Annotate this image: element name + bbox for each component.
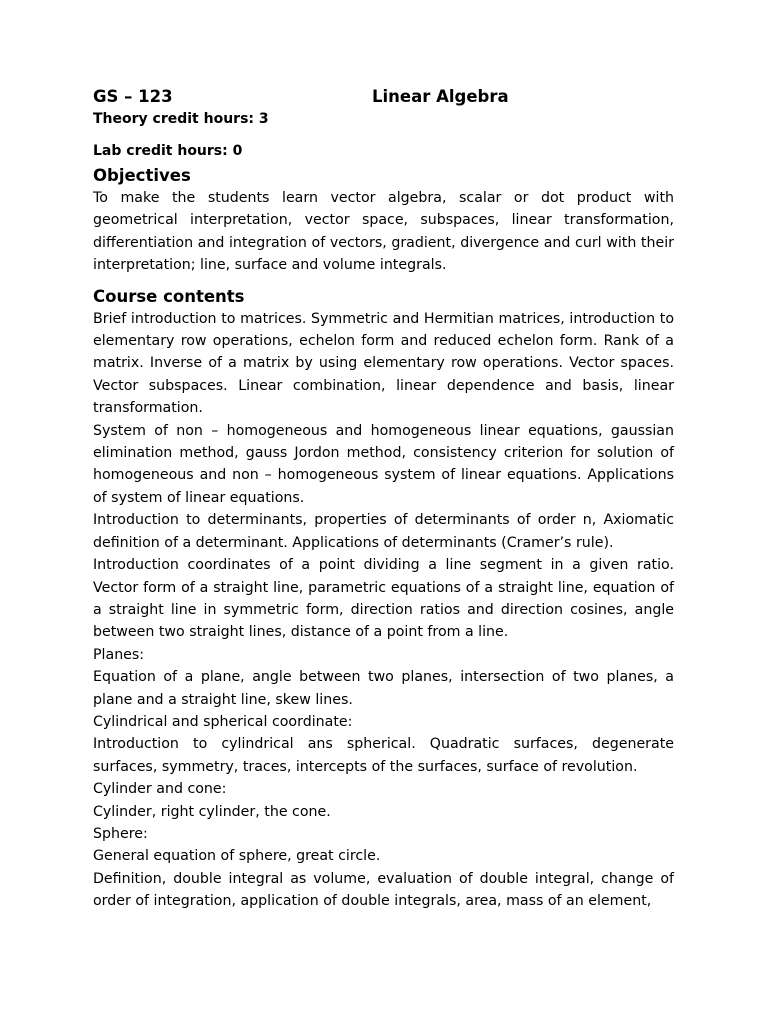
content-sphere: General equation of sphere, great circle. — [93, 848, 381, 865]
objectives-heading: Objectives — [93, 166, 191, 185]
course-contents-heading: Course contents — [93, 286, 245, 306]
content-coordinates: Introduction to cylindrical ans spherical. Quadratic surfaces, degenerate surfaces, symmetry, traces, intercepts of the surfaces, surface of revolution. — [93, 736, 674, 775]
objectives-text: To make the students learn vector algebra, scalar or dot product with geometrical interpretation, vector space, subspaces, linear transformation, differentiation and integration of vectors, gradient, divergence and curl with their interpretation; line, surface and volume integrals. — [93, 190, 674, 274]
document-page — [93, 86, 674, 913]
course-code: GS – 123 — [93, 87, 173, 106]
lab-credit-hours: Lab credit hours: 0 — [93, 143, 243, 159]
content-straight-lines: Introduction coordinates of a point dividing a line segment in a given ratio. Vector form of a straight line, parametric equations of a straight line, equation of a straight line in symmetric form, direction ratios and direction cosines, angle between two straight lines, distance of a point from a line. — [93, 557, 674, 641]
content-determinants: Introduction to determinants, properties of determinants of order n, Axiomatic definition of a determinant. Applications of determinants (Cramer’s rule). — [93, 512, 674, 551]
content-coordinates-label: Cylindrical and spherical coordinate: — [93, 713, 353, 730]
theory-credit-hours: Theory credit hours: 3 — [93, 111, 269, 127]
content-planes-label: Planes: — [93, 646, 145, 663]
course-title: Linear Algebra — [372, 87, 509, 106]
content-cylinder-cone: Cylinder, right cylinder, the cone. — [93, 803, 331, 820]
content-planes: Equation of a plane, angle between two planes, intersection of two planes, a plane and a straight line, skew lines. — [93, 669, 674, 708]
content-cylinder-cone-label: Cylinder and cone: — [93, 781, 227, 798]
course-header — [93, 86, 674, 110]
content-sphere-label: Sphere: — [93, 825, 148, 842]
content-double-integrals: Definition, double integral as volume, evaluation of double integral, change of order of integration, application of double integrals, area, mass of an element, — [93, 870, 674, 910]
content-matrices: Brief introduction to matrices. Symmetric and Hermitian matrices, introduction to elementary row operations, echelon form and reduced echelon form. Rank of a matrix. Inverse of a matrix by using elementary row operations. Vector spaces. Vector subspaces. Linear combination, linear dependence and basis, linear transformation. — [93, 310, 674, 417]
content-linear-equations: System of non – homogeneous and homogeneous linear equations, gaussian elimination method, gauss Jordon method, consistency criterion for solution of homogeneous and non – homogeneous system of linear equations. Applications of system of linear equations. — [93, 422, 674, 506]
